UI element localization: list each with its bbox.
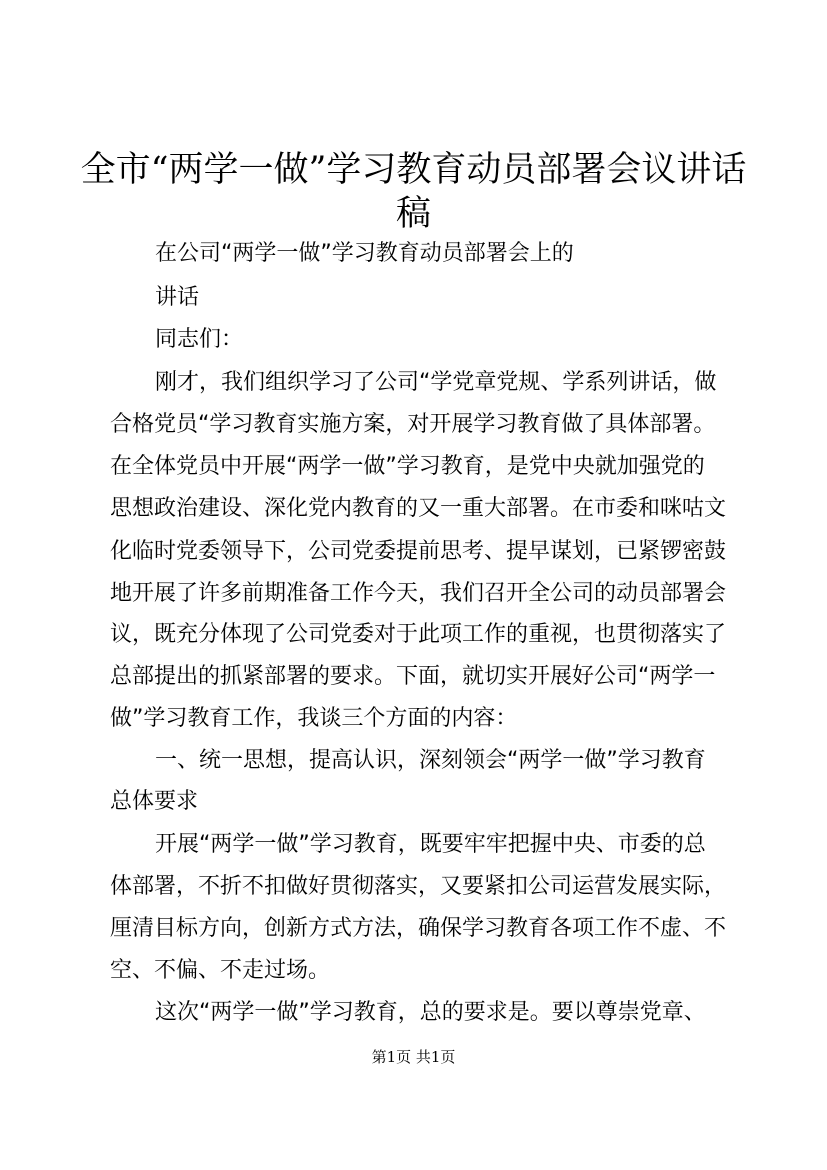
document-title-line-1: 全市“两学一做”学习教育动员部署会议讲话 xyxy=(80,150,747,190)
paragraph-line: 厘清目标方向，创新方式方法，确保学习教育各项工作不虚、不 xyxy=(110,916,727,941)
paragraph-line: 地开展了许多前期准备工作今天，我们召开全公司的动员部署会 xyxy=(110,581,727,606)
paragraph-line: 化临时党委领导下，公司党委提前思考、提早谋划，已紧锣密鼓 xyxy=(110,539,727,564)
paragraph-line: 刚才，我们组织学习了公司“学党章党规、学系列讲话，做 xyxy=(155,370,717,395)
paragraph-line: 开展“两学一做”学习教育，既要牢牢把握中央、市委的总 xyxy=(155,832,706,857)
subtitle-line-2: 讲话 xyxy=(155,285,200,310)
paragraph-line: 这次“两学一做”学习教育，总的要求是。要以尊崇党章、 xyxy=(155,1000,706,1025)
subtitle-line-1: 在公司“两学一做”学习教育动员部署会上的 xyxy=(155,241,574,266)
document-title-line-2: 稿 xyxy=(395,194,431,234)
paragraph-line: 思想政治建设、深化党内教育的又一重大部署。在市委和咪咕文 xyxy=(110,496,727,521)
paragraph-line: 在全体党员中开展“两学一做”学习教育，是党中央就加强党的 xyxy=(110,454,705,479)
page-footer: 第1页 共1页 xyxy=(371,1048,456,1066)
paragraph-line: 做”学习教育工作，我谈三个方面的内容： xyxy=(110,706,518,731)
salutation: 同志们： xyxy=(155,327,244,352)
paragraph-line: 合格党员“学习教育实施方案，对开展学习教育做了具体部署。 xyxy=(110,412,716,437)
paragraph-line: 空、不偏、不走过场。 xyxy=(110,958,331,983)
paragraph-line: 议，既充分体现了公司党委对于此项工作的重视，也贯彻落实了 xyxy=(110,622,727,647)
paragraph-line: 体部署，不折不扣做好贯彻落实，又要紧扣公司运营发展实际， xyxy=(110,874,727,899)
paragraph-line: 总部提出的抓紧部署的要求。下面，就切实开展好公司“两学一 xyxy=(110,664,716,689)
section-heading-line: 总体要求 xyxy=(110,789,199,814)
section-heading-line: 一、统一思想，提高认识，深刻领会“两学一做”学习教育 xyxy=(155,748,706,773)
